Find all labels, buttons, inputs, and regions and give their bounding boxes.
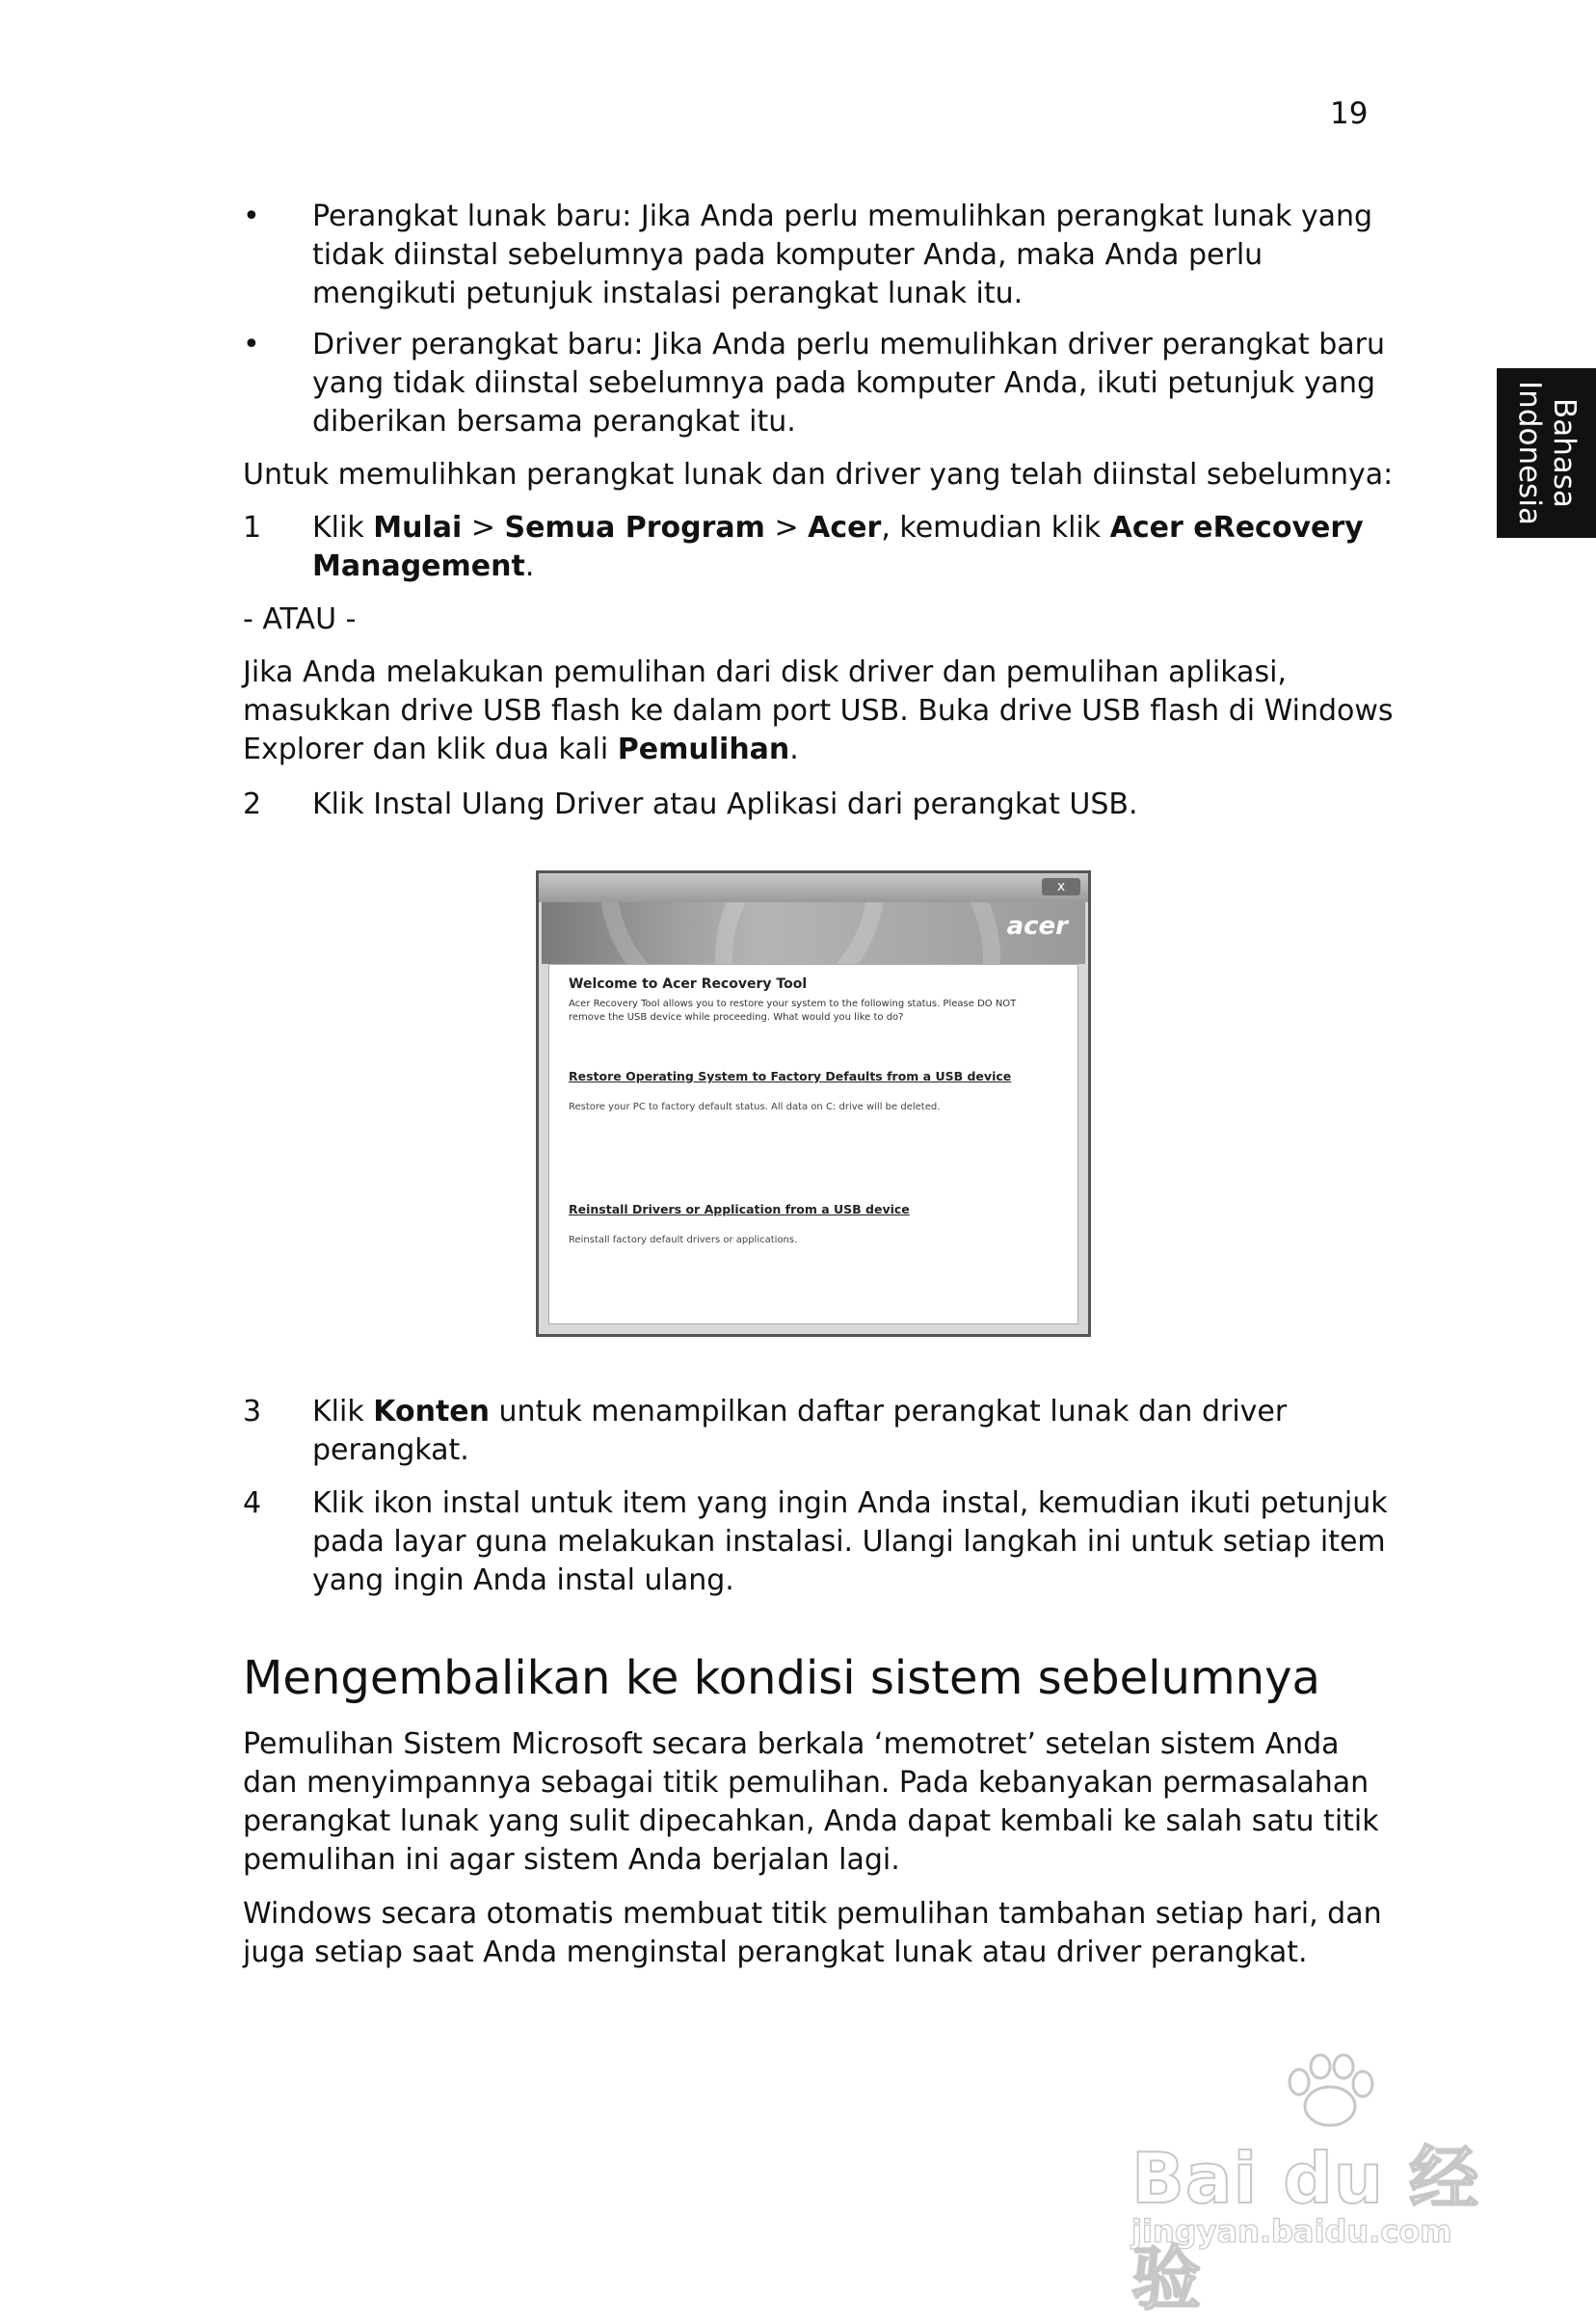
paw-icon [1272,2053,1388,2130]
watermark-brand: Bai du 经验 [1131,2138,1480,2319]
page-number: 19 [1330,96,1369,131]
paragraph-1: Pemulihan Sistem Microsoft secara berkala ‘memotret’ setelan sistem Anda dan menyimpannya sebagai titik pemulihan. Pada kebanyakan permasalahan perangkat lunak yang sulit dipecahkan, Anda dapat kembali ke salah satu titik pemulihan ini agar sistem Anda berjalan lagi. [243,1727,1379,1877]
step-2 [243,786,1399,824]
acer-recovery-dialog-screenshot [536,870,1091,1337]
bullet-text: Perangkat lunak baru: Jika Anda perlu memulihkan perangkat lunak yang tidak diinstal sebelumnya pada komputer Anda, maka Anda perlu mengikuti petunjuk instalasi perangkat lunak itu. [312,200,1373,310]
usb-instructions: Jika Anda melakukan pemulihan dari disk driver dan pemulihan aplikasi, masukkan drive USB flash ke dalam port USB. Buka drive USB flash di Windows Explorer dan klik dua kali Pemulihan. [243,655,1394,766]
step-number: 1 [243,511,262,545]
or-separator: - ATAU - [243,602,357,636]
restore-os-link[interactable]: Restore Operating System to Factory Defaults from a USB device [569,1069,1012,1083]
baidu-watermark [1128,2053,1503,2319]
step-number: 4 [243,1486,262,1520]
step-number: 2 [243,788,262,821]
bullet-text: Driver perangkat baru: Jika Anda perlu memulihkan driver perangkat baru yang tidak diinstal sebelumnya pada komputer Anda, ikuti petunjuk yang diberikan bersama perangkat itu. [312,328,1385,439]
dialog-header-banner [542,902,1085,964]
step-1 [243,509,1399,586]
dialog-titlebar [539,873,1088,902]
bullet-marker: • [243,200,260,233]
intro-text: Untuk memulihkan perangkat lunak dan driver yang telah diinstal sebelumnya: [243,458,1394,492]
step-number: 3 [243,1395,262,1429]
reinstall-drivers-description: Reinstall factory default drivers or applications. [569,1235,798,1245]
bullet-item [243,198,1399,313]
step-4-text: Klik ikon instal untuk item yang ingin Anda instal, kemudian ikuti petunjuk pada layar guna melakukan instalasi. Ulangi langkah ini untuk setiap item yang ingin Anda instal ulang. [312,1486,1388,1597]
bullet-marker: • [243,328,260,361]
language-tab-line1: Bahasa [1546,397,1582,509]
restore-os-description: Restore your PC to factory default status. All data on C: drive will be deleted. [569,1102,941,1112]
acer-logo: acer [1006,912,1068,941]
dialog-description: Acer Recovery Tool allows you to restore your system to the following status. Please DO NOT remove the USB device while proceeding. What would you like to do? [569,999,1017,1023]
dialog-body [548,964,1078,1324]
step-3-text: Klik Konten untuk menampilkan daftar perangkat lunak dan driver perangkat. [312,1395,1288,1467]
step-2-text: Klik Instal Ulang Driver atau Aplikasi dari perangkat USB. [312,788,1138,821]
language-tab-line2: Indonesia [1511,381,1547,525]
watermark-url: jingyan.baidu.com [1131,2213,1452,2250]
decorative-swirl [599,902,885,964]
section-heading: Mengembalikan ke kondisi sistem sebelumnya [243,1651,1320,1705]
step-4 [243,1484,1399,1600]
dialog-title: Welcome to Acer Recovery Tool [569,976,808,992]
step-3 [243,1393,1399,1470]
paragraph-2: Windows secara otomatis membuat titik pemulihan tambahan setiap hari, dan juga setiap saat Anda menginstal perangkat lunak atau driver perangkat. [243,1897,1382,1969]
language-tab [1497,368,1596,538]
close-icon[interactable]: x [1042,878,1080,895]
step-1-text: Klik Mulai > Semua Program > Acer, kemudian klik Acer eRecovery Management. [312,511,1364,583]
bullet-item [243,326,1399,441]
reinstall-drivers-link[interactable]: Reinstall Drivers or Application from a USB device [569,1202,910,1216]
